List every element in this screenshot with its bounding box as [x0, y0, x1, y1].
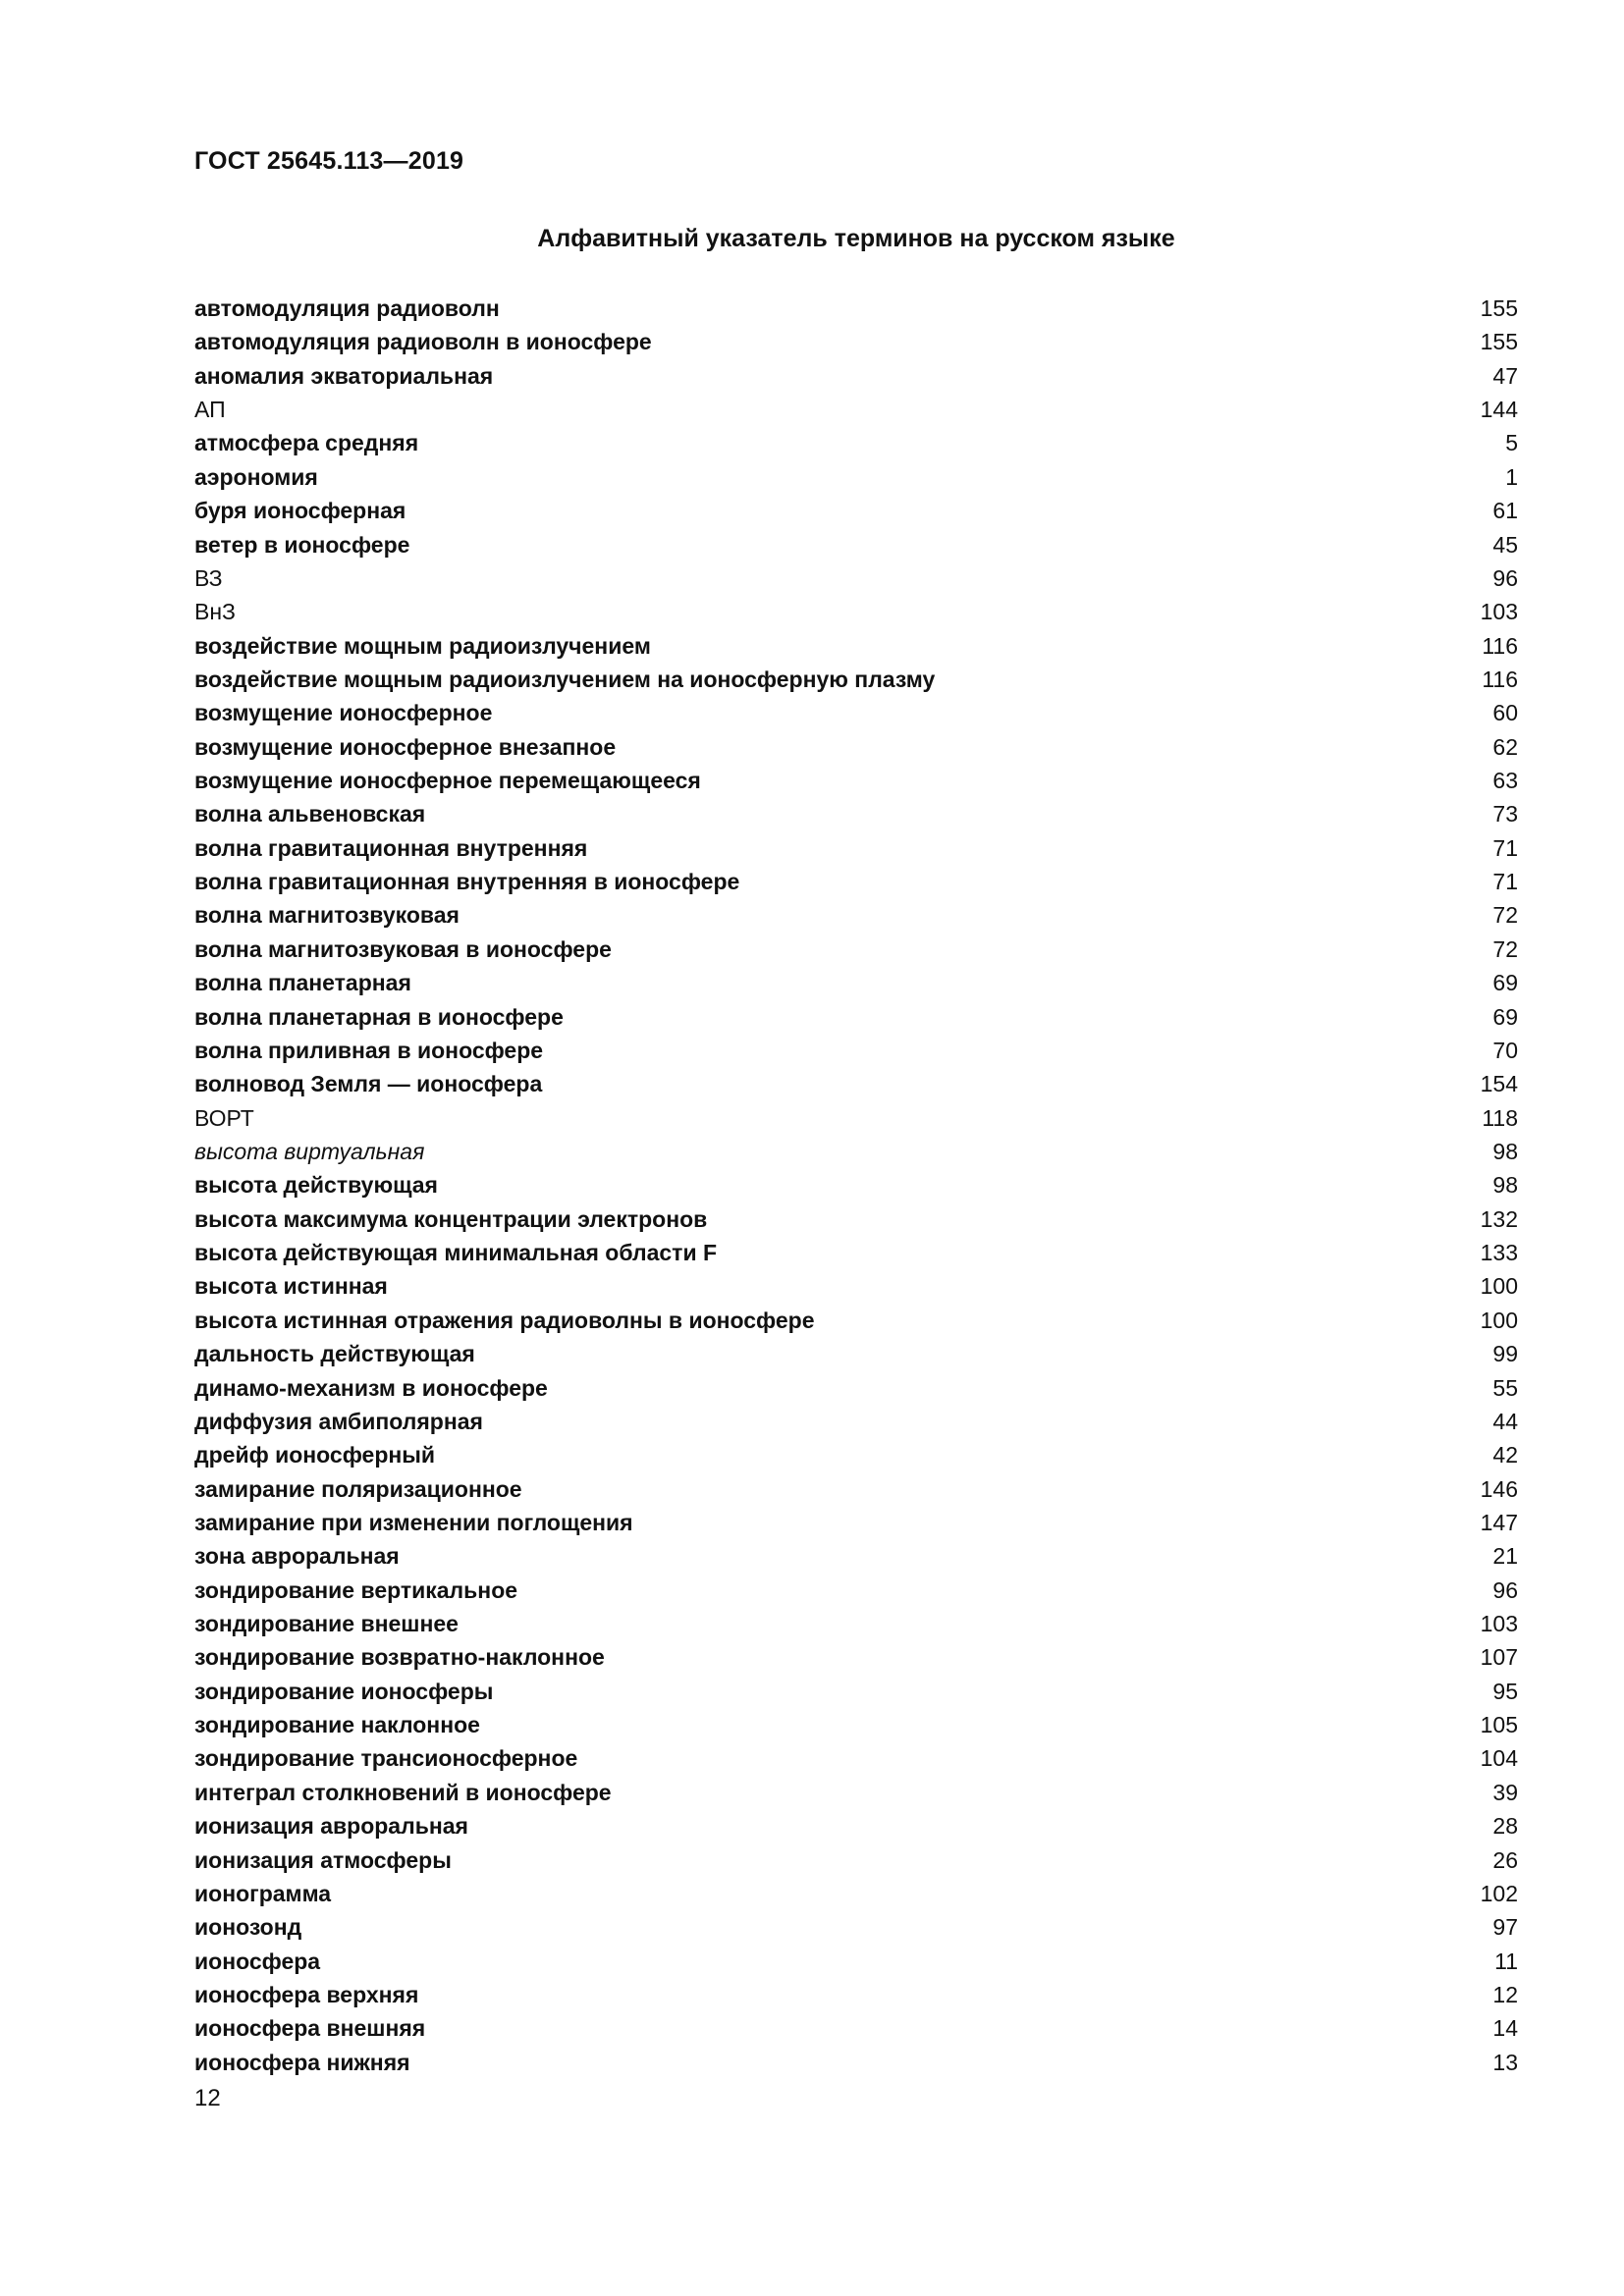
index-term: ВЗ [194, 564, 223, 591]
index-term-number: 132 [1480, 1205, 1518, 1232]
index-entry [194, 1607, 1518, 1640]
index-entry [194, 595, 1518, 628]
index-term: дальность действующая [194, 1341, 475, 1367]
index-term-number: 69 [1492, 970, 1518, 996]
index-entry [194, 797, 1518, 830]
index-entry [194, 1304, 1518, 1337]
index-term-number: 42 [1492, 1442, 1518, 1468]
index-term-number: 146 [1480, 1475, 1518, 1502]
index-entry [194, 1371, 1518, 1405]
index-term-number: 133 [1480, 1240, 1518, 1266]
index-term: автомодуляция радиоволн в ионосфере [194, 329, 652, 355]
page-number: 12 [194, 2085, 221, 2111]
index-entry [194, 629, 1518, 663]
index-term: волна приливная в ионосфере [194, 1037, 544, 1063]
index-entry [194, 1202, 1518, 1236]
index-entry [194, 1809, 1518, 1842]
index-term: высота виртуальная [194, 1138, 425, 1164]
index-term: волна гравитационная внутренняя в ионосфере [194, 869, 740, 895]
index-term: диффузия амбиполярная [194, 1408, 483, 1434]
index-term: высота действующая минимальная области F [194, 1240, 718, 1266]
index-term: дрейф ионосферный [194, 1442, 436, 1468]
index-title: Алфавитный указатель терминов на русском языке [537, 225, 1175, 252]
index-term: аномалия экваториальная [194, 362, 494, 389]
index-term: воздействие мощным радиоизлучением [194, 632, 651, 659]
index-term-number: 60 [1492, 700, 1518, 726]
index-entry [194, 696, 1518, 729]
index-term: ионосфера [194, 1948, 321, 1974]
index-term-number: 96 [1492, 1576, 1518, 1603]
index-term: ионограмма [194, 1880, 332, 1906]
index-term: зондирование возвратно-наклонное [194, 1644, 605, 1671]
index-entry [194, 561, 1518, 595]
index-entry [194, 1675, 1518, 1708]
index-entry [194, 1337, 1518, 1370]
index-term: атмосфера средняя [194, 430, 419, 456]
index-entry [194, 1574, 1518, 1607]
index-entry [194, 1472, 1518, 1506]
index-entry [194, 1741, 1518, 1775]
index-term: замирание при изменении поглощения [194, 1509, 633, 1535]
index-term-number: 61 [1492, 498, 1518, 524]
index-term-number: 62 [1492, 733, 1518, 760]
index-entry [194, 933, 1518, 966]
index-entry [194, 2046, 1518, 2079]
index-term-number: 107 [1480, 1644, 1518, 1671]
index-term-number: 144 [1480, 397, 1518, 423]
index-entry [194, 1539, 1518, 1573]
index-entry [194, 1877, 1518, 1910]
index-term-number: 118 [1482, 1104, 1518, 1131]
index-term-number: 14 [1492, 2015, 1518, 2042]
index-term: высота действующая [194, 1172, 438, 1199]
index-entry [194, 1034, 1518, 1067]
index-term-number: 47 [1492, 362, 1518, 389]
index-term: аэрономия [194, 463, 318, 490]
index-term-number: 44 [1492, 1408, 1518, 1434]
index-term-number: 98 [1492, 1172, 1518, 1199]
index-term: волна планетарная в ионосфере [194, 1003, 564, 1030]
index-term-number: 96 [1492, 564, 1518, 591]
index-term-number: 147 [1480, 1509, 1518, 1535]
index-entry [194, 1405, 1518, 1438]
index-entry [194, 1506, 1518, 1539]
index-term: ионозонд [194, 1914, 302, 1941]
index-term-number: 28 [1492, 1813, 1518, 1840]
index-term-number: 72 [1492, 902, 1518, 929]
index-term-number: 102 [1480, 1880, 1518, 1906]
index-term-number: 1 [1505, 463, 1518, 490]
index-entry [194, 528, 1518, 561]
index-term-number: 154 [1480, 1071, 1518, 1097]
index-term: волна альвеновская [194, 801, 426, 828]
index-entry [194, 966, 1518, 999]
index-entry [194, 1135, 1518, 1168]
index-entry [194, 460, 1518, 494]
index-entry [194, 494, 1518, 527]
index-entry [194, 1067, 1518, 1100]
index-entry [194, 865, 1518, 898]
index-term-number: 155 [1480, 295, 1518, 321]
document-header: ГОСТ 25645.113—2019 [194, 147, 464, 175]
index-entry [194, 764, 1518, 797]
index-term: зондирование ионосферы [194, 1678, 494, 1704]
index-term-number: 5 [1505, 430, 1518, 456]
index-entry [194, 1438, 1518, 1471]
index-entry [194, 325, 1518, 358]
index-entry [194, 1168, 1518, 1201]
index-term: зондирование вертикальное [194, 1576, 518, 1603]
index-term: ионизация авроральная [194, 1813, 468, 1840]
index-entry [194, 1101, 1518, 1135]
index-entry [194, 2011, 1518, 2045]
index-term: волна гравитационная внутренняя [194, 834, 588, 861]
index-term-number: 155 [1480, 329, 1518, 355]
index-entry [194, 1000, 1518, 1034]
index-term: зона авроральная [194, 1543, 400, 1570]
index-entry [194, 1945, 1518, 1978]
index-term: ионизация атмосферы [194, 1846, 452, 1873]
index-term: возмущение ионосферное [194, 700, 493, 726]
index-term: воздействие мощным радиоизлучением на ионосферную плазму [194, 666, 936, 692]
index-term: ВОРТ [194, 1104, 254, 1131]
index-entry [194, 359, 1518, 393]
index-term: ионосфера нижняя [194, 2049, 410, 2075]
index-term-number: 73 [1492, 801, 1518, 828]
index-term: возмущение ионосферное перемещающееся [194, 768, 701, 794]
index-term-number: 71 [1492, 869, 1518, 895]
index-term-number: 104 [1480, 1745, 1518, 1772]
index-term-number: 103 [1480, 599, 1518, 625]
index-term-number: 71 [1492, 834, 1518, 861]
index-entry [194, 1708, 1518, 1741]
index-term-number: 100 [1480, 1307, 1518, 1333]
index-term: волна планетарная [194, 970, 411, 996]
index-term-number: 100 [1480, 1273, 1518, 1300]
index-term: возмущение ионосферное внезапное [194, 733, 617, 760]
index-term-number: 45 [1492, 531, 1518, 558]
index-term: ветер в ионосфере [194, 531, 410, 558]
index-term: ионосфера внешняя [194, 2015, 426, 2042]
index-term-number: 39 [1492, 1779, 1518, 1805]
term-index-list [194, 292, 1518, 2079]
index-term: волна магнитозвуковая в ионосфере [194, 935, 612, 962]
index-term: высота истинная отражения радиоволны в ионосфере [194, 1307, 815, 1333]
index-entry [194, 426, 1518, 459]
index-term: буря ионосферная [194, 498, 406, 524]
index-term: высота максимума концентрации электронов [194, 1205, 708, 1232]
index-entry [194, 1843, 1518, 1877]
index-term-number: 70 [1492, 1037, 1518, 1063]
index-term: высота истинная [194, 1273, 388, 1300]
index-term-number: 55 [1492, 1374, 1518, 1401]
index-term-number: 99 [1492, 1341, 1518, 1367]
index-term-number: 21 [1492, 1543, 1518, 1570]
index-term: автомодуляция радиоволн [194, 295, 500, 321]
index-term: ВнЗ [194, 599, 236, 625]
index-term-number: 11 [1494, 1948, 1518, 1974]
index-entry [194, 1236, 1518, 1269]
index-term-number: 72 [1492, 935, 1518, 962]
index-term-number: 12 [1492, 1981, 1518, 2007]
index-term-number: 116 [1482, 666, 1518, 692]
index-entry [194, 292, 1518, 325]
index-entry [194, 663, 1518, 696]
index-term-number: 116 [1482, 632, 1518, 659]
index-term: АП [194, 397, 226, 423]
index-term: зондирование наклонное [194, 1712, 480, 1738]
index-term: ионосфера верхняя [194, 1981, 419, 2007]
index-entry [194, 393, 1518, 426]
index-term-number: 95 [1492, 1678, 1518, 1704]
index-term: замирание поляризационное [194, 1475, 522, 1502]
index-entry [194, 831, 1518, 865]
index-term-number: 63 [1492, 768, 1518, 794]
index-term-number: 98 [1492, 1138, 1518, 1164]
index-term-number: 13 [1492, 2049, 1518, 2075]
index-term-number: 103 [1480, 1611, 1518, 1637]
index-entry [194, 1640, 1518, 1674]
index-entry [194, 1269, 1518, 1303]
index-term-number: 69 [1492, 1003, 1518, 1030]
index-term-number: 105 [1480, 1712, 1518, 1738]
index-term: волновод Земля — ионосфера [194, 1071, 543, 1097]
index-term: динамо-механизм в ионосфере [194, 1374, 548, 1401]
index-term-number: 26 [1492, 1846, 1518, 1873]
index-term: зондирование трансионосферное [194, 1745, 578, 1772]
index-term: интеграл столкновений в ионосфере [194, 1779, 612, 1805]
index-entry [194, 1776, 1518, 1809]
index-entry [194, 898, 1518, 932]
index-term: волна магнитозвуковая [194, 902, 460, 929]
index-entry [194, 730, 1518, 764]
index-term-number: 97 [1492, 1914, 1518, 1941]
index-entry [194, 1978, 1518, 2011]
index-term: зондирование внешнее [194, 1611, 459, 1637]
index-entry [194, 1910, 1518, 1944]
